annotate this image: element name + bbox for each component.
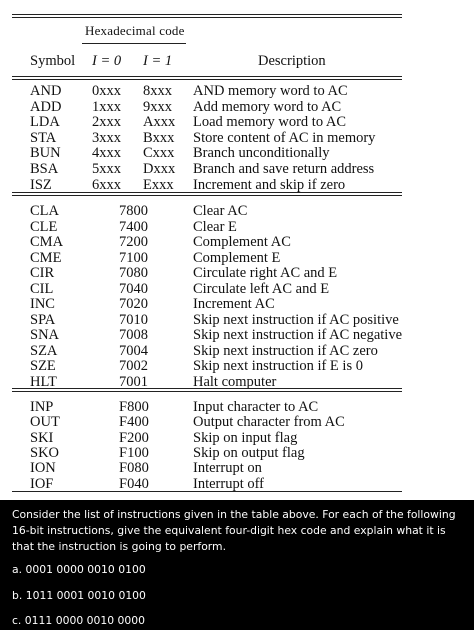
- symbol-cell: STA: [30, 129, 57, 146]
- header-rule-1: [12, 76, 402, 77]
- description-cell: Increment and skip if zero: [193, 176, 346, 193]
- hex-code-cell: 7008: [119, 327, 148, 343]
- table-row: [0, 130, 474, 146]
- description-cell: Halt computer: [193, 373, 277, 390]
- i1-code-cell: Exxx: [143, 176, 174, 193]
- i1-code-cell: Axxx: [143, 114, 176, 131]
- table-row: [0, 343, 474, 359]
- i0-code-cell: 2xxx: [92, 114, 121, 131]
- description-column-header: Description: [258, 53, 326, 69]
- i0-code-cell: 5xxx: [92, 161, 121, 177]
- symbol-cell: OUT: [30, 414, 60, 431]
- symbol-cell: CIR: [30, 265, 55, 281]
- hex-code-cell: 7002: [119, 358, 148, 374]
- i0-code-cell: 1xxx: [92, 98, 121, 115]
- table-row: [0, 399, 474, 415]
- symbol-cell: BSA: [30, 161, 59, 177]
- symbol-cell: CLE: [30, 218, 58, 235]
- description-cell: Clear E: [193, 218, 237, 235]
- description-cell: Circulate right AC and E: [193, 265, 338, 281]
- header-rule-2: [12, 79, 402, 80]
- table-bottom-rule: [12, 491, 402, 492]
- description-cell: Complement AC: [193, 234, 291, 250]
- group-rule-2a: [12, 388, 402, 389]
- symbol-cell: CLA: [30, 203, 59, 219]
- symbol-cell: HLT: [30, 373, 57, 390]
- hex-code-cell: F800: [119, 399, 149, 415]
- hex-code-cell: 7080: [119, 265, 148, 281]
- hex-code-cell: F080: [119, 460, 149, 477]
- hex-code-cell: 7001: [119, 373, 148, 390]
- description-cell: Complement E: [193, 249, 281, 266]
- table-row: [0, 234, 474, 250]
- symbol-cell: SPA: [30, 311, 56, 328]
- i1-code-cell: 9xxx: [143, 98, 172, 115]
- hex-header-underline: [82, 43, 186, 44]
- table-row: [0, 430, 474, 446]
- option-c: c. 0111 0000 0010 0000: [12, 614, 146, 627]
- hex-code-cell: 7004: [119, 342, 148, 359]
- table-row: [0, 358, 474, 374]
- table-row: [0, 250, 474, 266]
- hex-code-cell: 7040: [119, 280, 148, 297]
- question-panel: [0, 500, 474, 630]
- hex-code-cell: 7020: [119, 296, 148, 312]
- symbol-cell: CMA: [30, 234, 64, 250]
- symbol-cell: SZE: [30, 358, 56, 374]
- hex-code-cell: 7100: [119, 249, 148, 266]
- table-row: [0, 177, 474, 193]
- description-cell: Circulate left AC and E: [193, 280, 330, 297]
- i0-code-cell: 4xxx: [92, 145, 121, 162]
- i1-code-cell: Cxxx: [143, 145, 175, 162]
- symbol-column-header: Symbol: [30, 53, 76, 69]
- symbol-cell: SKO: [30, 444, 60, 461]
- table-row: [0, 99, 474, 115]
- i1-code-cell: Bxxx: [143, 129, 175, 146]
- table-row: [0, 281, 474, 297]
- description-cell: Output character from AC: [193, 414, 345, 431]
- description-cell: Interrupt on: [193, 460, 262, 477]
- option-b: b. 1011 0001 0010 0100: [12, 589, 146, 602]
- group-rule-1b: [12, 195, 402, 196]
- hex-code-cell: F400: [119, 414, 149, 431]
- description-cell: Interrupt off: [193, 475, 264, 492]
- description-cell: Skip next instruction if E is 0: [193, 358, 363, 374]
- description-cell: Skip next instruction if AC positive: [193, 311, 399, 328]
- hex-code-cell: 7400: [119, 218, 148, 235]
- table-row: [0, 203, 474, 219]
- table-top-rule: [12, 14, 402, 15]
- question-text: Consider the list of instructions given in the table above. For each of the following 16-bit instructions, give the equivalent four-digit hex code and explain what it is that the instruction is going to perform.: [12, 508, 456, 553]
- table-top-rule-inner: [12, 17, 402, 18]
- table-row: [0, 83, 474, 99]
- symbol-cell: BUN: [30, 145, 61, 162]
- symbol-cell: SKI: [30, 429, 54, 446]
- description-cell: Increment AC: [193, 296, 275, 312]
- symbol-cell: CIL: [30, 280, 54, 297]
- table-row: [0, 476, 474, 492]
- description-cell: Load memory word to AC: [193, 114, 347, 131]
- hex-code-cell: 7800: [119, 203, 148, 219]
- table-row: [0, 327, 474, 343]
- symbol-cell: ION: [30, 460, 56, 477]
- i1-code-cell: 8xxx: [143, 83, 172, 99]
- table-row: [0, 445, 474, 461]
- group-rule-2b: [12, 391, 402, 392]
- description-cell: AND memory word to AC: [193, 83, 348, 99]
- table-row: [0, 219, 474, 235]
- description-cell: Skip next instruction if AC negative: [193, 327, 403, 343]
- description-cell: Branch unconditionally: [193, 145, 330, 162]
- description-cell: Skip on output flag: [193, 444, 305, 461]
- i0-code-cell: 6xxx: [92, 176, 121, 193]
- table-row: [0, 414, 474, 430]
- description-cell: Add memory word to AC: [193, 98, 342, 115]
- hex-code-cell: F200: [119, 429, 149, 446]
- symbol-cell: CME: [30, 249, 62, 266]
- table-row: [0, 145, 474, 161]
- description-cell: Skip on input flag: [193, 429, 298, 446]
- description-cell: Branch and save return address: [193, 161, 375, 177]
- hex-code-cell: F100: [119, 444, 149, 461]
- hex-code-cell: 7200: [119, 234, 148, 250]
- table-row: [0, 296, 474, 312]
- symbol-cell: INP: [30, 399, 54, 415]
- table-row: [0, 114, 474, 130]
- symbol-cell: IOF: [30, 475, 54, 492]
- i1-column-header: I = 1: [143, 53, 173, 69]
- i1-code-cell: Dxxx: [143, 161, 176, 177]
- i0-code-cell: 0xxx: [92, 83, 121, 99]
- i0-column-header: I = 0: [92, 53, 122, 69]
- symbol-cell: ISZ: [30, 176, 52, 193]
- i0-code-cell: 3xxx: [92, 129, 121, 146]
- symbol-cell: ADD: [30, 98, 62, 115]
- table-row: [0, 312, 474, 328]
- symbol-cell: INC: [30, 296, 55, 312]
- option-a: a. 0001 0000 0010 0100: [12, 563, 146, 576]
- description-cell: Clear AC: [193, 203, 248, 219]
- hex-code-header: Hexadecimal code: [85, 23, 185, 38]
- symbol-cell: SNA: [30, 327, 60, 343]
- hex-code-cell: 7010: [119, 311, 148, 328]
- symbol-cell: SZA: [30, 342, 58, 359]
- table-row: [0, 460, 474, 476]
- description-cell: Input character to AC: [193, 399, 319, 415]
- table-row: [0, 161, 474, 177]
- symbol-cell: AND: [30, 83, 62, 99]
- hex-code-cell: F040: [119, 475, 149, 492]
- description-cell: Skip next instruction if AC zero: [193, 342, 378, 359]
- description-cell: Store content of AC in memory: [193, 129, 376, 146]
- symbol-cell: LDA: [30, 114, 60, 131]
- group-rule-1a: [12, 192, 402, 193]
- table-row: [0, 265, 474, 281]
